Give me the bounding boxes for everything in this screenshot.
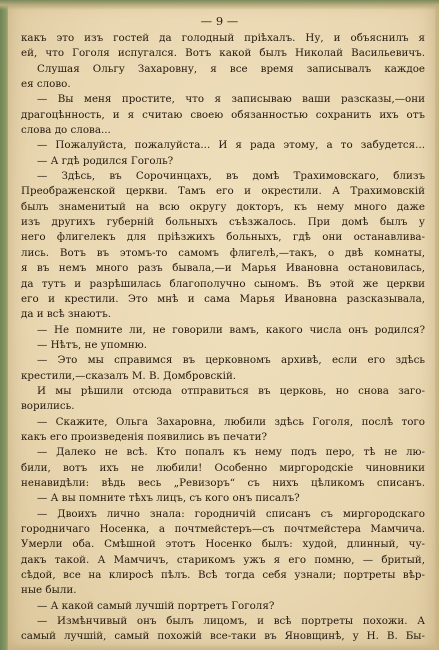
page-top-edge <box>0 0 439 10</box>
text-line: — Двоихъ лично знала: городничій списанъ съ миргородскаго <box>37 507 425 520</box>
text-line: — Измѣнчивый онъ былъ лицомъ, и всѣ портреты похожи. А <box>37 615 425 628</box>
text-line: ея слово. <box>21 78 71 91</box>
page-number: — 9 — <box>200 14 239 28</box>
text-line: его и крестили. Это мнѣ и сама Марья Ивановна разсказывала, <box>21 292 425 305</box>
text-line: какъ это изъ гостей да голодный пріѣхалъ. Ну, и объяснилъ я <box>21 32 425 44</box>
text-line: драгоцѣнность, и я считаю своею обязанностью сохранить ихъ отъ <box>21 108 425 121</box>
text-line: слова до слова... <box>21 124 111 137</box>
text-line: ворились. <box>21 400 75 413</box>
text-line: самый лучшій, самый похожій все-таки въ Яновщинѣ, у Н. В. Бы- <box>21 630 425 643</box>
text-line: — Нѣтъ, не упомню. <box>37 338 148 351</box>
page-bottom-edge <box>8 644 435 650</box>
text-line: — А вы помните тѣхъ лицъ, съ кого онъ писалъ? <box>37 492 300 505</box>
text-line: били, вотъ ихъ не любили! Особенно миргородскіе чиновники <box>21 461 425 474</box>
text-line: ненавидѣли: вѣдь весь „Ревизоръ“ съ нихъ цѣликомъ списанъ. <box>21 476 425 489</box>
body-text <box>21 31 425 645</box>
text-line: — А какой самый лучшій портретъ Гоголя? <box>37 599 275 612</box>
text-line: ей, что Гоголя испугался. Вотъ какой былъ Николай Васильевичъ. <box>21 47 425 60</box>
text-line: него флигелекъ для пріѣзжихъ больныхъ, гдѣ они останавлива- <box>21 231 425 244</box>
text-line: И мы рѣшили отсюда отправиться въ церковь, но снова заго- <box>37 384 425 397</box>
text-line: крестили,—сказалъ М. В. Домбровскій. <box>21 369 237 382</box>
text-line: какъ его произведенія появились въ печати? <box>21 430 268 443</box>
text-line: сѣдой, все на клиросѣ пѣлъ. Всѣ тогда себя узнали; портреты вѣр- <box>21 569 425 582</box>
text-line: — Пожалуйста, пожалуйста... И я рада этому, а то забудется... <box>37 139 425 152</box>
text-line: — Скажите, Ольга Захаровна, любили здѣсь Гоголя, послѣ того <box>37 415 425 428</box>
text-line: я въ немъ много разъ бывала,—и Марья Ивановна остановилась, <box>21 262 425 275</box>
text-line: — Вы меня простите, что я записываю ваши разсказы,—они <box>37 93 425 106</box>
text-line: городничаго Носенка, а почтмейстеръ—съ почтмейстера Мамчича. <box>21 523 425 535</box>
text-line: — Это мы справимся въ церковномъ архивѣ, если его здѣсь <box>37 354 425 367</box>
text-line: Слушая Ольгу Захаровну, я все время записывалъ каждое <box>37 62 425 75</box>
text-line: былъ знаменитый на всю округу докторъ, къ нему много даже <box>21 200 425 213</box>
text-line: дакъ такой. А Мамчичъ, старикомъ ужъ я его помню, — бритый, <box>21 553 425 566</box>
text-line: Умерли оба. Смѣшной этотъ Носенко былъ: худой, длинный, чу- <box>21 538 425 551</box>
text-line: да и всѣ знаютъ. <box>21 308 112 321</box>
text-line: изъ другихъ губерній больныхъ съѣзжалось. При домѣ былъ у <box>21 216 425 229</box>
text-line: ные были. <box>21 584 77 597</box>
text-line: лись. Вотъ въ этомъ-то самомъ флигелѣ,—такъ, о двѣ комнаты, <box>21 246 425 259</box>
text-line: — Далеко не всѣ. Кто попалъ къ нему подъ перо, тѣ не лю- <box>37 446 425 459</box>
text-line: — А гдѣ родился Гоголь? <box>37 154 174 167</box>
text-line: — Не помните ли, не говорили вамъ, какого числа онъ родился? <box>37 323 425 336</box>
text-line: да тутъ и разрѣшилась благополучно сыномъ. Въ этой же церкви <box>21 277 425 290</box>
text-line: Преображенской церкви. Тамъ его и окрестили. А Трахимовскій <box>21 185 425 198</box>
text-line: — Здѣсь, въ Сорочинцахъ, въ домѣ Трахимовскаго, близъ <box>37 170 425 183</box>
